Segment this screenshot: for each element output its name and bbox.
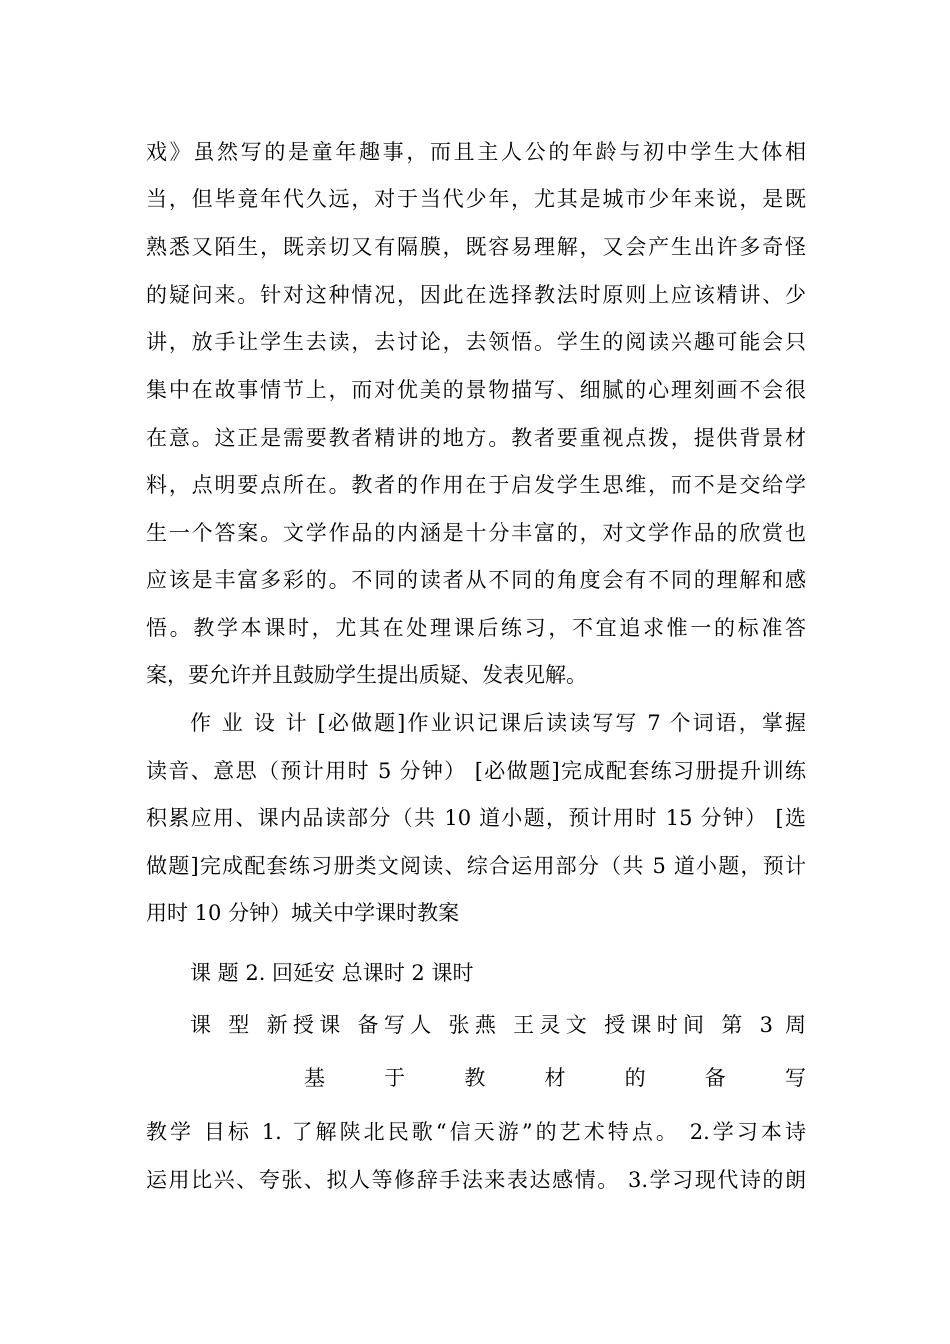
homework-line: 读音、意思（预计用时 5 分钟） [必做题]完成配套练习册提升训练 <box>146 759 806 783</box>
homework-line: 作 业 设 计 [必做题]作业识记课后读读写写 7 个词语，掌握 <box>190 711 806 735</box>
paragraph1-line: 当，但毕竟年代久远，对于当代少年，尤其是城市少年来说，是既 <box>146 187 806 211</box>
paragraph1-line: 的疑问来。针对这种情况，因此在选择教法时原则上应该精讲、少 <box>146 283 806 307</box>
paragraph1-line: 在意。这正是需要教者精讲的地方。教者要重视点拨，提供背景材 <box>146 426 806 450</box>
paragraph1-line: 戏》虽然写的是童年趣事，而且主人公的年龄与初中学生大体相 <box>146 140 806 164</box>
paragraph1-line: 生一个答案。文学作品的内涵是十分丰富的，对文学作品的欣赏也 <box>146 521 806 545</box>
paragraph1-line: 应该是丰富多彩的。不同的读者从不同的角度会有不同的理解和感 <box>146 568 806 592</box>
objectives-line: 运用比兴、夸张、拟人等修辞手法来表达感情。 3.学习现代诗的朗 <box>146 1168 806 1192</box>
paragraph1-line: 熟悉又陌生，既亲切又有隔膜，既容易理解，又会产生出许多奇怪 <box>146 235 806 259</box>
homework-line: 积累应用、课内品读部分（共 10 道小题，预计用时 15 分钟） [选 <box>146 806 806 830</box>
homework-line: 做题]完成配套练习册类文阅读、综合运用部分（共 5 道小题，预计 <box>146 854 806 878</box>
paragraph1-line: 案，要允许并且鼓励学生提出质疑、发表见解。 <box>146 663 587 687</box>
objectives-line: 教学 目标 1. 了解陕北民歌“信天游”的艺术特点。 2.学习本诗 <box>146 1120 806 1144</box>
heading-char: 备 <box>704 1066 726 1090</box>
heading-char: 于 <box>384 1066 406 1090</box>
heading-char: 基 <box>304 1066 325 1090</box>
lesson-type: 课 型 新授课 备写人 张燕 王灵文 授课时间 第 3 周 <box>190 1013 806 1037</box>
paragraph1-line: 悟。教学本课时，尤其在处理课后练习，不宜追求惟一的标准答 <box>146 616 806 640</box>
heading-char: 的 <box>624 1066 646 1090</box>
paragraph1-line: 料，点明要点所在。教者的作用在于启发学生思维，而不是交给学 <box>146 473 806 497</box>
lesson-topic: 课 题 2. 回延安 总课时 2 课时 <box>190 961 474 985</box>
heading-char: 教 <box>464 1066 486 1090</box>
spaced-heading <box>304 1063 806 1093</box>
heading-char: 材 <box>544 1066 566 1090</box>
paragraph1-line: 集中在故事情节上，而对优美的景物描写、细腻的心理刻画不会很 <box>146 378 806 402</box>
paragraph1-line: 讲，放手让学生去读，去讨论，去领悟。学生的阅读兴趣可能会只 <box>146 330 806 354</box>
homework-line: 用时 10 分钟）城关中学课时教案 <box>146 901 460 925</box>
heading-char: 写 <box>784 1066 806 1090</box>
